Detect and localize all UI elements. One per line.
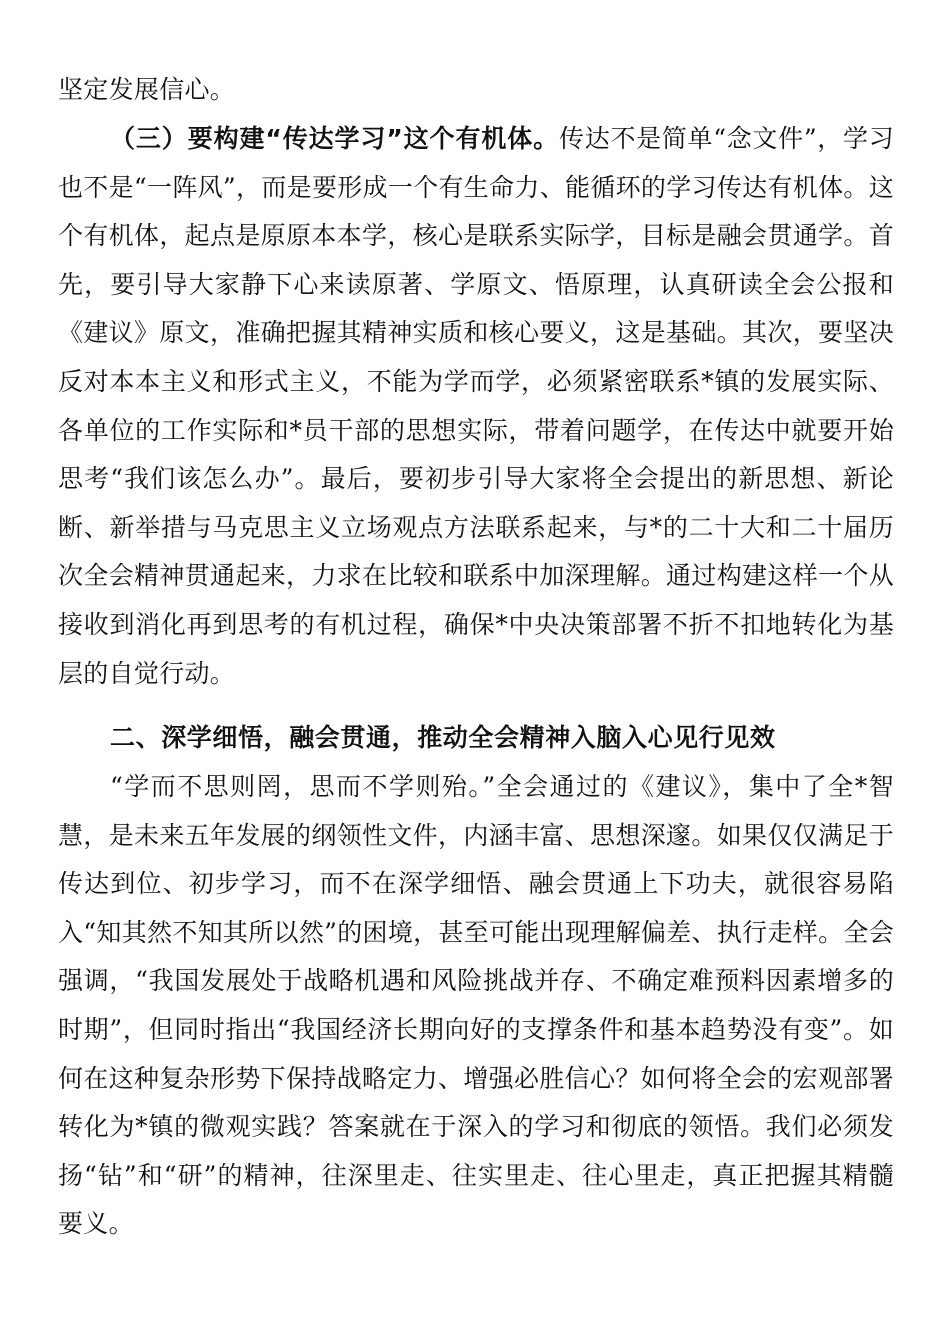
quote-paragraph (58, 763, 894, 1249)
section-three-paragraph (58, 115, 894, 698)
intro-tail-paragraph (58, 66, 894, 115)
quote-paragraph-text: “学而不思则罔，思而不学则殆。”全会通过的《建议》，集中了全*智慧，是未来五年发展的纲领性文件，内涵丰富、思想深邃。如果仅仅满足于传达到位、初步学习，而不在深学细悟、融会贯通上下功夫，就很容易陷入“知其然不知其所以然”的困境，甚至可能出现理解偏差、执行走样。全会强调，“我国发展处于战略机遇和风险挑战并存、不确定难预料因素增多的时期”，但同时指出“我国经济长期向好的支撑条件和基本趋势没有变”。如何在这种复杂形势下保持战略定力、增强必胜信心？如何将全会的宏观部署转化为*镇的微观实践？答案就在于深入的学习和彻底的领悟。我们必须发扬“钻”和“研”的精神，往深里走、往实里走、往心里走，真正把握其精髓要义。 (58, 772, 894, 1239)
section-two-heading: 二、深学细悟，融会贯通，推动全会精神入脑入心见行见效 (110, 723, 776, 752)
section-three-lead: （三）要构建“传达学习”这个有机体。 (110, 124, 560, 153)
intro-tail-text: 坚定发展信心。 (58, 75, 236, 104)
section-three-body: 传达不是简单“念文件”，学习也不是“一阵风”，而是要形成一个有生命力、能循环的学习传达有机体。这个有机体，起点是原原本本学，核心是联系实际学，目标是融会贯通学。首先，要引导大家静下心来读原著、学原文、悟原理，认真研读全会公报和《建议》原文，准确把握其精神实质和核心要义，这是基础。其次，要坚决反对本本主义和形式主义，不能为学而学，必须紧密联系*镇的发展实际、各单位的工作实际和*员干部的思想实际，带着问题学，在传达中就要开始思考“我们该怎么办”。最后，要初步引导大家将全会提出的新思想、新论断、新举措与马克思主义立场观点方法联系起来，与*的二十大和二十届历次全会精神贯通起来，力求在比较和联系中加深理解。通过构建这样一个从接收到消化再到思考的有机过程，确保*中央决策部署不折不扣地转化为基层的自觉行动。 (58, 124, 894, 688)
